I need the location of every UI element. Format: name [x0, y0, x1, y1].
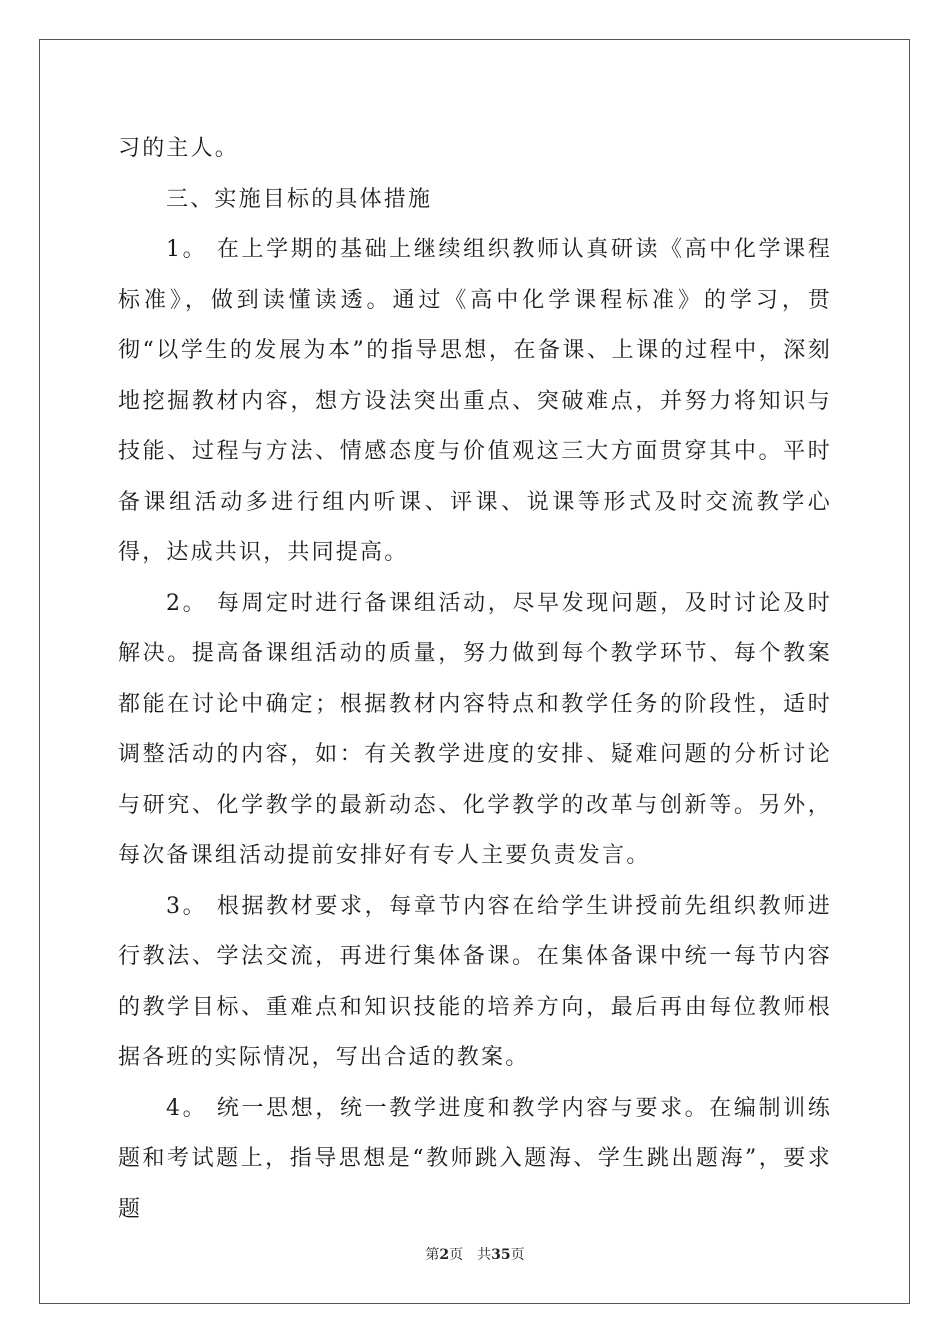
- paragraph-item-3: 3。 根据教材要求，每章节内容在给学生讲授前先组织教师进行教法、学法交流，再进行集体备课。在集体备课中统一每节内容的教学目标、重难点和知识技能的培养方向，最后再由每位教师根据各班的实际情况，写出合适的教案。: [118, 893, 832, 1070]
- paragraph-item-4: 4。 统一思想，统一教学进度和教学内容与要求。在编制训练题和考试题上，指导思想是“教师跳入题海、学生跳出题海”，要求题: [118, 1095, 832, 1222]
- paragraph-item-1: 1。 在上学期的基础上继续组织教师认真研读《高中化学课程标准》，做到读懂读透。通过《高中化学课程标准》的学习，贯彻“以学生的发展为本”的指导思想，在备课、上课的过程中，深刻地挖掘教材内容，想方设法突出重点、突破难点，并努力将知识与技能、过程与方法、情感态度与价值观这三大方面贯穿其中。平时备课组活动多进行组内听课、评课、说课等形式及时交流教学心得，达成共识，共同提高。: [118, 237, 832, 565]
- total-pages-number: 35: [491, 1247, 511, 1263]
- page-suffix: 页: [449, 1247, 464, 1263]
- page-footer: [0, 1245, 950, 1265]
- total-prefix: 共: [477, 1247, 492, 1263]
- document-body: [118, 124, 832, 1235]
- paragraph-continuation: 习的主人。: [118, 136, 240, 161]
- current-page-number: 2: [439, 1247, 450, 1263]
- page-prefix: 第: [425, 1247, 440, 1263]
- paragraph-item-2: 2。 每周定时进行备课组活动，尽早发现问题，及时讨论及时解决。提高备课组活动的质量，努力做到每个教学环节、每个教案都能在讨论中确定；根据教材内容特点和教学任务的阶段性，适时调整活动的内容，如：有关教学进度的安排、疑难问题的分析讨论与研究、化学教学的最新动态、化学教学的改革与创新等。另外，每次备课组活动提前安排好有专人主要负责发言。: [118, 590, 832, 868]
- total-suffix: 页: [510, 1247, 525, 1263]
- section-heading: 三、实施目标的具体措施: [166, 186, 433, 212]
